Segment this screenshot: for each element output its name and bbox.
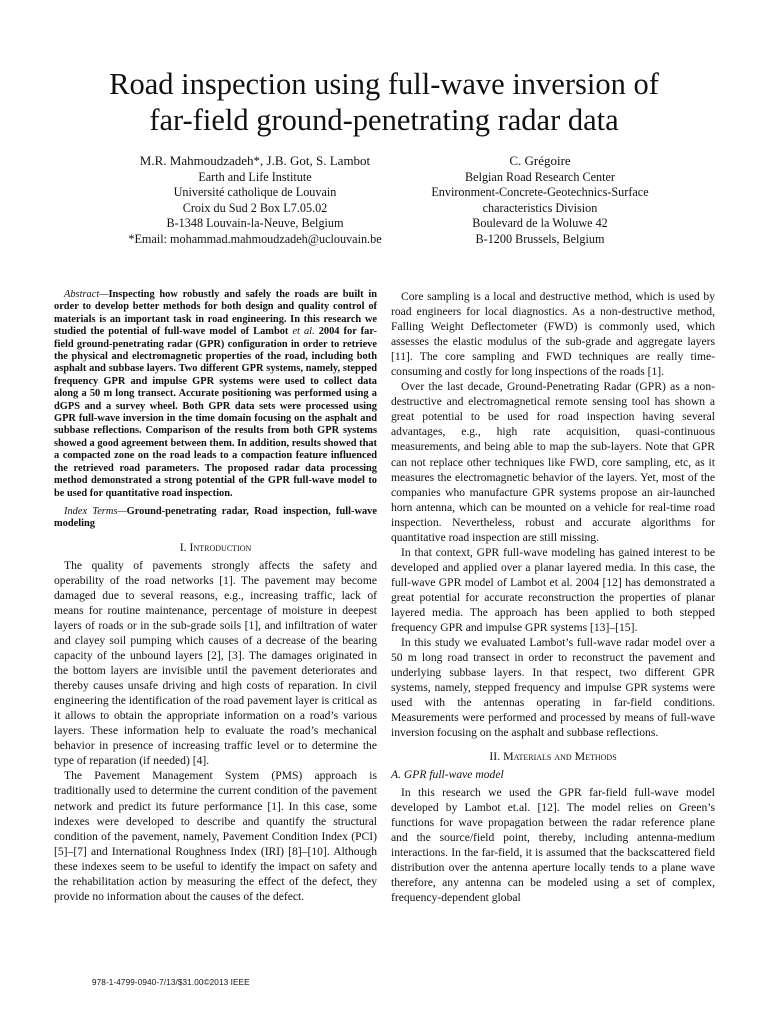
author-names: C. Grégoire (509, 153, 571, 168)
paragraph: In this study we evaluated Lambot’s full-wave radar model over a 50 m long road transect in order to reconstruct the pavement and underlying subbase layers. In that respect, two different GPR systems, namely, stepped frequency and impulse GPR systems were used with the antennas operating in far-field conditions. Measurements were performed and processed by means of full-wave inversion focusing on the asphalt and subbase reflections. (391, 636, 715, 740)
paragraph: In this research we used the GPR far-field full-wave model developed by Lambot et.al. [12]. The model relies on Green’s functions for wave propagation between the radar reference plane and the source/field point, thereby, including antenna-medium interactions. In the far-field, it is assumed that the backscattered field distribution over the antenna aperture locally tends to a plane wave therefore, any antenna can be modeled using a set of complex, frequency-dependent global (391, 785, 715, 904)
paragraph: Over the last decade, Ground-Penetrating Radar (GPR) as a non-destructive and electromagnetical remote sensing tool has shown a great potential to be used for road inspection having several advantages, e.g., high rate acquisition, quasi-continuous measurements, and being able to map the sub-layers. Note that GPR can not replace other techniques like FWD, core sampling, etc, as it measures the electromagnetic behavior of the layers. Yet, most of the companies who manufacture GPR systems propose an air-launched horn antenna, which can be mounted on a vehicle for real-time road inspection. Nevertheless, robust and accurate algorithms for quantitative road inspection are still missing. (391, 380, 715, 544)
index-terms-text: Ground-penetrating radar, Road inspection, full-wave modeling (54, 505, 377, 530)
abstract-label: Abstract— (64, 289, 109, 300)
affiliation-line: Environment-Concrete-Geotechnics-Surface (431, 185, 649, 200)
abstract (54, 289, 377, 500)
paragraph: The quality of pavements strongly affects the safety and operability of the road networks [1]. The pavement may become damaged due to several reasons, e.g., increasing traffic, lack of means for routine maintenance, percentage of moisture in deepest layers of roads or in the sub-grade soils [1], and infiltration of water and clayey soil pumping which causes of a decrease of the bearing capacity of the unbound layers [2], [3]. The damages originated in the bottom layers are invisible until the pavement deteriorates and thereby causes unsafe driving and high costs of reparation. In civil engineering the identification of the road pavement layer is critical as it allows to obtain the appropriate information on a road’s various layers. These information help to evaluate the road’s mechanical behavior in presence of increasing traffic level or to determine the type of reparation (if needed) [4]. (54, 558, 377, 768)
affiliation-line: B-1348 Louvain-la-Neuve, Belgium (166, 216, 344, 231)
subsection-heading: A. GPR full-wave model (391, 768, 504, 782)
paragraph: In that context, GPR full-wave modeling has gained interest to be developed and applied over a planar layered media. In this case, the full-wave GPR model of Lambot et al. 2004 [12] has demonstrated a great potential for accurate reconstruction the properties of planar layered media. The approach has been applied to both stepped frequency GPR and impulse GPR systems [13]–[15]. (391, 545, 715, 635)
affiliation-line: Boulevard de la Woluwe 42 (472, 216, 608, 231)
section-heading: I. Introduction (179, 539, 252, 554)
title-line: far-field ground-penetrating radar data (149, 103, 619, 137)
paragraph: Core sampling is a local and destructive method, which is used by road engineers for local diagnostics. As a non-destructive method, Falling Weight Deflectometer (FWD) is commonly used, which assesses the elastic modulus of the sub-grade and aggregate layers [11]. The core sampling and FWD techniques are really time-consuming and costly for long inspections of the roads [1]. (391, 290, 715, 379)
index-terms (54, 506, 377, 531)
paper-title (40, 66, 728, 138)
abstract-etal: et al. (292, 326, 315, 338)
abstract-text: 2004 for far-field ground-penetrating radar (GPR) configuration in order to retrieve the physical and electromagnetic properties of the road, including both asphalt and subbase layers. Two different GPR systems, namely, stepped frequency GPR and impulse GPR systems were used to collect data along a 50 m long transect. Accurate positioning was performed using a dGPS and a survey wheel. Both GPR data sets were processed using GPR full-wave inversion in the time domain focusing on the asphalt and subbase reflections. Comparison of the results from both GPR systems showed a good agreement between them. In addition, results showed that a compacted zone on the road leads to a compaction feature influenced the retrieved road parameters. The proposed radar data processing method demonstrated a strong potential of the GPR full-wave model to be used for quantitative road inspection. (54, 326, 378, 499)
right-column (391, 289, 715, 905)
paragraph: The Pavement Management System (PMS) approach is traditionally used to determine the current condition of the pavement network and predict its future performance [1]. In this case, some indexes were developed to describe and quantify the structural condition of the pavement, namely, Pavement Condition Index (PCI) [5]–[7] and International Roughness Index (IRI) [8]–[10]. Although these indexes seem to be useful to identify the impact on safety and the rehabilitation action by measuring the effect of the defect, they provide no information about the causes of the defect. (54, 769, 377, 903)
affiliation-line: B-1200 Brussels, Belgium (475, 231, 605, 246)
index-terms-label: Index Terms— (64, 505, 127, 517)
copyright-footer: 978-1-4799-0940-7/13/$31.00©2013 IEEE (92, 978, 250, 987)
affiliation-line: Croix du Sud 2 Box L7.05.02 (182, 200, 328, 215)
section-heading: II. Materials and Methods (489, 749, 617, 764)
affiliation-line: Université catholique de Louvain (173, 185, 337, 200)
affiliation-line: characteristics Division (482, 200, 598, 215)
author-block-left (100, 153, 410, 248)
author-names: M.R. Mahmoudzadeh*, J.B. Got, S. Lambot (139, 153, 371, 168)
left-column (54, 289, 377, 904)
author-email: *Email: mohammad.mahmoudzadeh@uclouvain.be (128, 231, 382, 246)
affiliation-line: Belgian Road Research Center (465, 169, 615, 184)
abstract-text: Inspecting how robustly and safely the roads are built in order to develop better methods for both design and quality control of materials is an important task in road engineering. In this research we studied the potential of full-wave model of Lambot (54, 289, 377, 338)
affiliation-line: Earth and Life Institute (198, 169, 312, 184)
title-line: Road inspection using full-wave inversion of (109, 67, 659, 101)
author-block-right (410, 153, 670, 248)
